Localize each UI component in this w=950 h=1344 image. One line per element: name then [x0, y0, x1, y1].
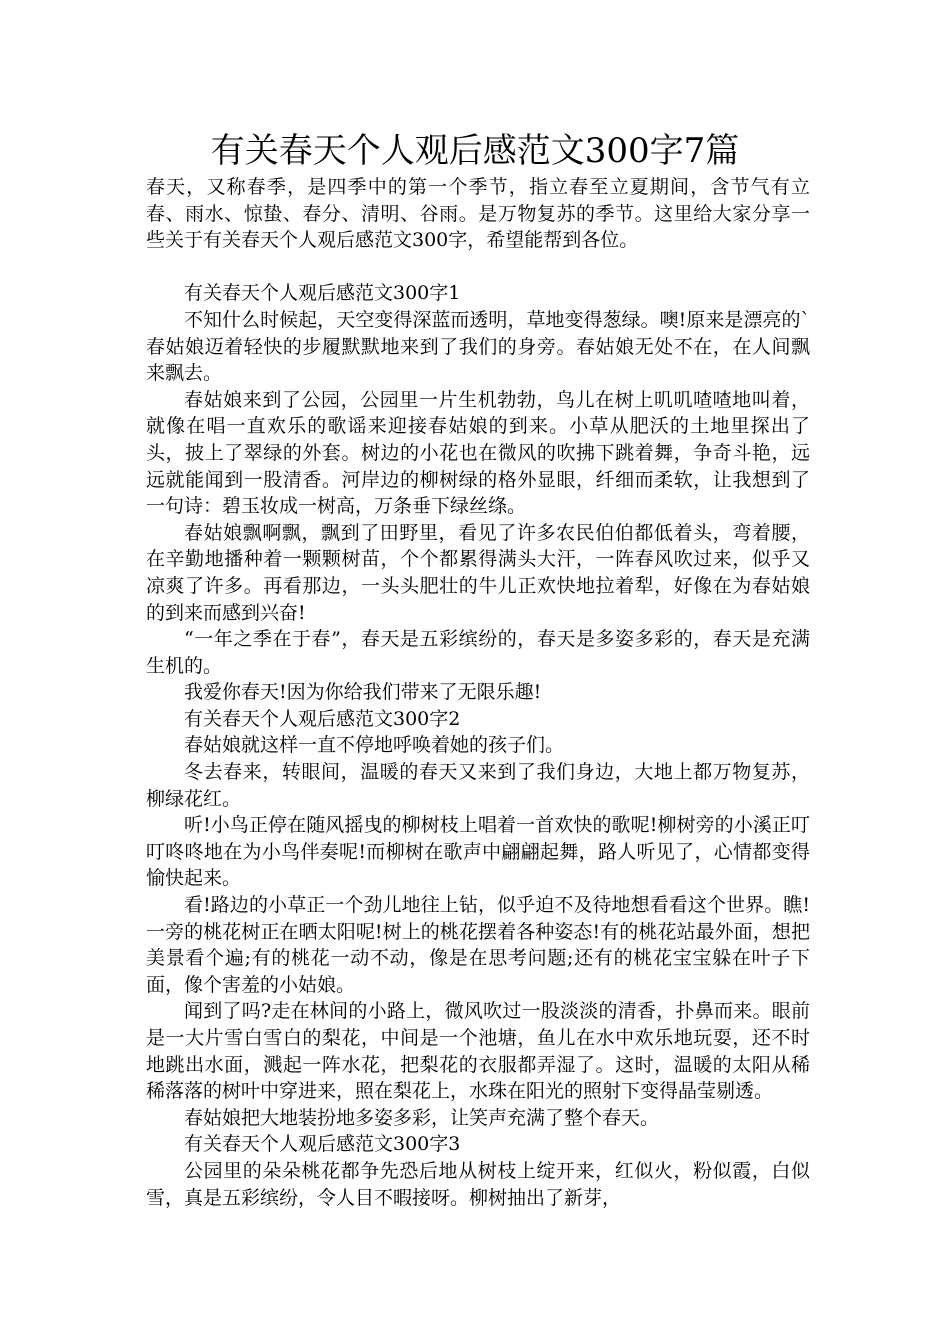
- body-paragraph: 听!小鸟正停在随风摇曳的柳树枝上唱着一首欢快的歌呢!柳树旁的小溪正叮叮咚咚地在为小鸟伴奏呢!而柳树在歌声中翩翩起舞，路人听见了，心情都变得愉快起来。: [146, 814, 810, 890]
- document-body: [146, 174, 810, 1211]
- section-heading-3: 有关春天个人观后感范文300字3: [184, 1133, 461, 1156]
- page-title: 有关春天个人观后感范文300字7篇: [210, 131, 740, 171]
- intro-paragraph: 春天，又称春季，是四季中的第一个季节，指立春至立夏期间，含节气有立春、雨水、惊蛰、春分、清明、谷雨。是万物复苏的季节。这里给大家分享一些关于有关春天个人观后感范文300字，希望能帮到各位。: [146, 176, 810, 252]
- body-paragraph: 闻到了吗?走在林间的小路上，微风吹过一股淡淡的清香，扑鼻而来。眼前是一大片雪白雪白的梨花，中间是一个池塘，鱼儿在水中欢乐地玩耍，还不时地跳出水面，溅起一阵水花，把梨花的衣服都弄湿了。这时，温暖的太阳从稀稀落落的树叶中穿进来，照在梨花上，水珠在阳光的照射下变得晶莹剔透。: [146, 1000, 810, 1103]
- body-paragraph: 春姑娘飘啊飘，飘到了田野里，看见了许多农民伯伯都低着头，弯着腰，在辛勤地播种着一颗颗树苗，个个都累得满头大汗，一阵春风吹过来，似乎又凉爽了许多。再看那边，一头头肥壮的牛儿正欢快地拉着犁，好像在为春姑娘的到来而感到兴奋!: [146, 521, 810, 624]
- body-paragraph: 看!路边的小草正一个劲儿地往上钻，似乎迫不及待地想看看这个世界。瞧!一旁的桃花树正在晒太阳呢!树上的桃花摆着各种姿态!有的桃花站最外面，想把美景看个遍;有的桃花一动不动，像是在思考问题;还有的桃花宝宝躲在叶子下面，像个害羞的小姑娘。: [146, 894, 810, 996]
- body-paragraph: 冬去春来，转眼间，温暖的春天又来到了我们身边，大地上都万物复苏，柳绿花红。: [146, 761, 810, 810]
- body-paragraph: 我爱你春天!因为你给我们带来了无限乐趣!: [184, 681, 542, 704]
- body-paragraph: 公园里的朵朵桃花都争先恐后地从树枝上绽开来，红似火，粉似霞，白似雪，真是五彩缤纷，令人目不暇接呀。柳树抽出了新芽，: [146, 1159, 810, 1209]
- body-paragraph: 春姑娘把大地装扮地多姿多彩，让笑声充满了整个春天。: [184, 1106, 660, 1129]
- body-paragraph: 春姑娘就这样一直不停地呼唤着她的孩子们。: [184, 734, 565, 757]
- section-heading-1: 有关春天个人观后感范文300字1: [184, 282, 461, 305]
- body-paragraph: “一年之季在于春”，春天是五彩缤纷的，春天是多姿多彩的，春天是充满生机的。: [146, 628, 810, 677]
- body-paragraph: 春姑娘来到了公园，公园里一片生机勃勃，鸟儿在树上叽叽喳喳地叫着，就像在唱一直欢乐的歌谣来迎接春姑娘的到来。小草从肥沃的土地里探出了头，披上了翠绿的外套。树边的小花也在微风的吹拂下跳着舞，争奇斗艳，远远就能闻到一股清香。河岸边的柳树绿的格外显眼，纤细而柔软，让我想到了一句诗：碧玉妆成一树高，万条垂下绿丝绦。: [146, 388, 810, 518]
- section-heading-2: 有关春天个人观后感范文300字2: [184, 707, 461, 730]
- body-paragraph: 不知什么时候起，天空变得深蓝而透明，草地变得葱绿。噢!原来是漂亮的`春姑娘迈着轻快的步履默默地来到了我们的身旁。春姑娘无处不在，在人间飘来飘去。: [146, 308, 810, 385]
